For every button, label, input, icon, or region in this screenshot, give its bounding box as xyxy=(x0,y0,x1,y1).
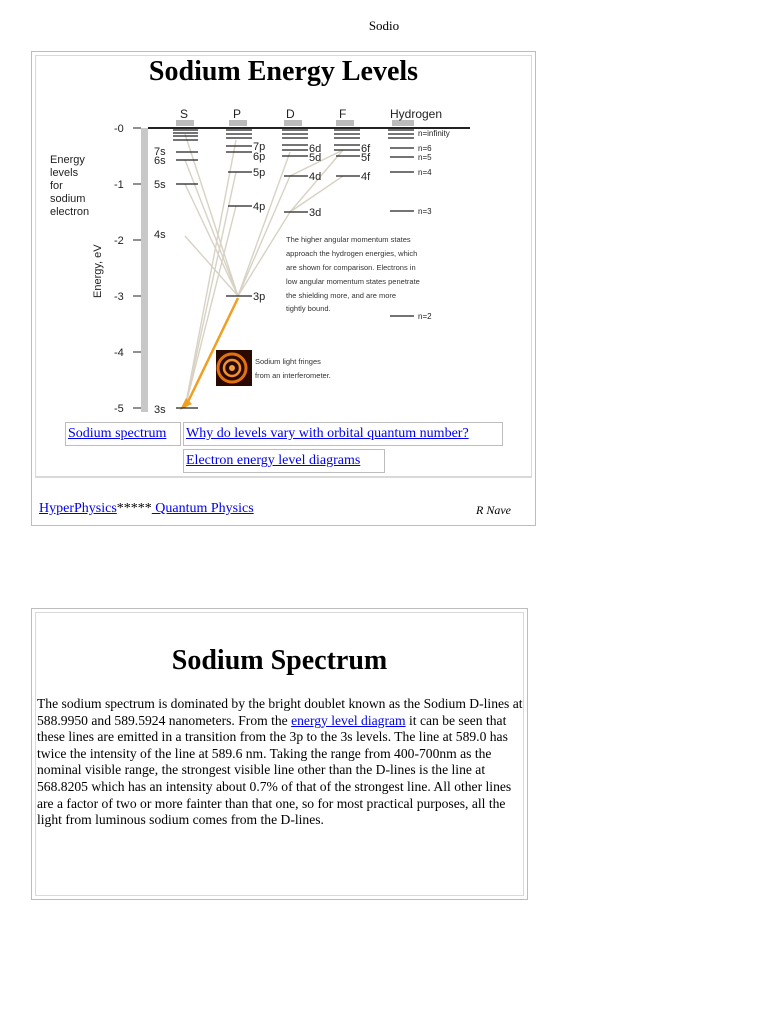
energy-level-diagram xyxy=(40,100,480,420)
tick-3: -3 xyxy=(114,291,124,303)
svg-text:approach the hydrogen energies: approach the hydrogen energies, which xyxy=(286,249,418,258)
level-n2: n=2 xyxy=(418,312,432,321)
svg-text:The higher angular momentum st: The higher angular momentum states xyxy=(286,235,411,244)
axis-label: Energy, eV xyxy=(92,244,104,298)
level-3s: 3s xyxy=(154,404,166,416)
level-4d: 4d xyxy=(309,171,322,183)
svg-text:Energy: Energy xyxy=(50,154,85,166)
level-5p: 5p xyxy=(253,167,266,179)
level-3p: 3p xyxy=(253,291,266,303)
level-6d: 6d xyxy=(309,143,322,155)
svg-text:the shielding more, and are mo: the shielding more, and are more xyxy=(286,291,397,300)
level-n-infinity: n=infinity xyxy=(418,129,450,138)
level-n3: n=3 xyxy=(418,207,432,216)
section-title: Sodium Spectrum xyxy=(171,645,388,676)
interferometer-fringe-image xyxy=(216,350,252,386)
level-5s: 5s xyxy=(154,179,166,191)
column-headers xyxy=(176,107,442,126)
svg-text:sodium: sodium xyxy=(50,193,86,205)
level-4s: 4s xyxy=(154,229,166,241)
svg-text:for: for xyxy=(50,180,63,192)
footer-nav xyxy=(39,501,254,517)
why-levels-link[interactable]: Why do levels vary with orbital quantum number? xyxy=(186,426,469,441)
page-header: Sodio xyxy=(368,18,400,33)
level-6f: 6f xyxy=(361,143,371,155)
svg-text:Sodium light fringes: Sodium light fringes xyxy=(255,357,321,366)
svg-text:from an interferometer.: from an interferometer. xyxy=(255,371,331,380)
level-6s: 6s xyxy=(154,155,166,167)
tick-4: -4 xyxy=(114,347,124,359)
level-6p: 6p xyxy=(253,151,266,163)
side-label xyxy=(50,154,89,218)
level-4f: 4f xyxy=(361,171,371,183)
level-4p: 4p xyxy=(253,201,266,213)
col-hydrogen: Hydrogen xyxy=(390,107,443,121)
author-credit: R Nave xyxy=(476,503,511,517)
tick-5: -5 xyxy=(114,403,124,415)
level-n6: n=6 xyxy=(418,144,432,153)
level-n4: n=4 xyxy=(418,168,432,177)
axis-ticks xyxy=(114,123,141,415)
rating-stars: ***** xyxy=(116,501,152,516)
why-levels-cell xyxy=(183,422,503,446)
hydrogen-levels xyxy=(388,130,414,316)
hyperphysics-link[interactable]: HyperPhysics xyxy=(39,501,117,516)
d-levels xyxy=(282,130,308,212)
col-s: S xyxy=(180,107,189,121)
figure-title: Sodium Energy Levels xyxy=(148,56,419,87)
level-n5: n=5 xyxy=(418,153,432,162)
level-7p: 7p xyxy=(253,141,266,153)
tick-2: -2 xyxy=(114,235,124,247)
tick-0: -0 xyxy=(114,123,124,135)
sodium-spectrum-cell xyxy=(65,422,181,446)
electron-diagrams-link[interactable]: Electron energy level diagrams xyxy=(186,453,361,468)
energy-axis xyxy=(141,128,148,412)
svg-text:low angular momentum states pe: low angular momentum states penetrate xyxy=(286,277,420,286)
svg-text:are shown for comparison. Elec: are shown for comparison. Electrons in xyxy=(286,263,416,272)
col-p: P xyxy=(233,107,242,121)
level-7s: 7s xyxy=(154,146,166,158)
electron-diagrams-cell xyxy=(183,449,385,473)
angular-momentum-note xyxy=(286,235,420,313)
level-3d: 3d xyxy=(309,207,322,219)
level-5d: 5d xyxy=(309,152,322,164)
quantum-physics-link[interactable]: Quantum Physics xyxy=(151,501,254,516)
sodium-spectrum-link[interactable]: Sodium spectrum xyxy=(68,426,167,441)
col-f: F xyxy=(339,107,347,121)
col-d: D xyxy=(286,107,295,121)
spectrum-paragraph: The sodium spectrum is dominated by the bright doublet known as the Sodium D-lines at 588.9950 and 589.5924 nanometers. From the energy level diagram it can be seen that these lines are emitted in a transition from the 3p to the 3s levels. The line at 589.0 has twice the intensity of the line at 589.6 nm. Taking the range from 400-700nm as the nominal visible range, the strongest visible line other than the D-lines is the line at 568.8205 which has an intensity about 0.7% of that of the strongest line. All other lines are a factor of two or more fainter than that one, so for most practical purposes, all the light from luminous sodium comes from the D-lines. xyxy=(37,696,523,828)
footer-divider xyxy=(35,477,532,478)
fringe-caption xyxy=(255,357,331,380)
svg-text:tightly bound.: tightly bound. xyxy=(286,304,331,313)
svg-text:levels: levels xyxy=(50,167,79,179)
energy-level-diagram-link[interactable]: energy level diagram xyxy=(291,712,406,728)
level-5f: 5f xyxy=(361,152,371,164)
tick-1: -1 xyxy=(114,179,124,191)
svg-text:electron: electron xyxy=(50,206,90,218)
